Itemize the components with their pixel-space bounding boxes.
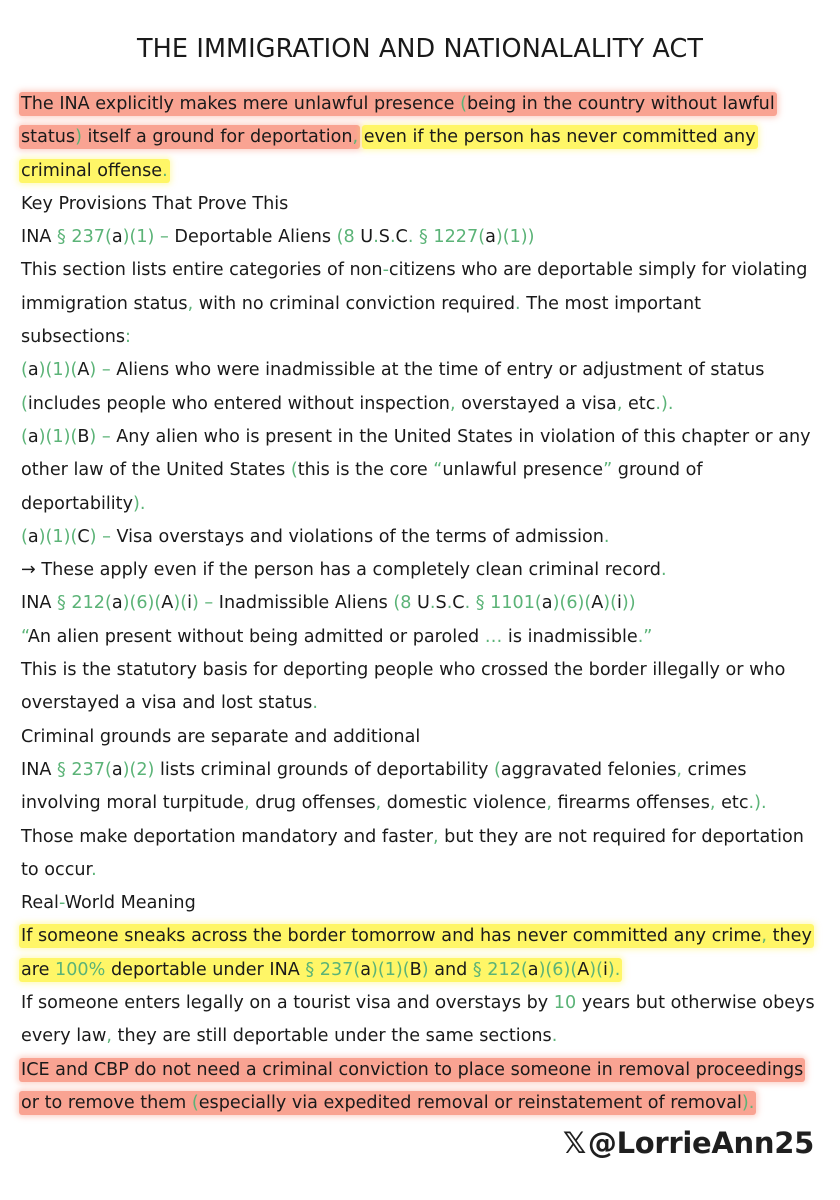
text-segment: . [91,859,97,880]
text-segment: deportable under INA [105,959,306,980]
text-segment: . [429,593,436,614]
text-segment: ). [741,1092,755,1113]
text-segment: “ [21,626,28,647]
text-segment: , [546,793,552,814]
text-segment: . [551,1026,558,1047]
text-line [21,454,821,487]
text-segment: If someone enters legally on a tourist visa and overstays by [21,993,554,1014]
text-line [21,288,821,321]
text-segment: . § 1227( [407,227,486,248]
text-line [21,821,821,854]
text-segment: a [27,526,39,547]
text-segment: .). [748,793,767,814]
text-segment: ( [21,360,28,381]
highlight-yellow [19,159,170,183]
text-segment: a [485,227,496,248]
text-segment: ICE and CBP do not need a criminal conviction to place someone in removal proceedings [21,1059,804,1080]
text-segment: § 237( [56,759,112,780]
text-segment: a [27,360,39,381]
text-line [21,421,821,454]
highlight-red [19,92,777,116]
text-segment: B [409,959,422,980]
text-segment: . [312,693,318,714]
text-line [21,488,821,521]
text-segment: S [435,593,447,614]
text-segment: a [541,593,553,614]
text-segment: , [244,793,250,814]
text-segment: Inadmissible Aliens [213,593,394,614]
text-segment: , [106,1026,112,1047]
text-segment: A [161,593,174,614]
document-body [21,88,821,1120]
text-segment: . [660,560,667,581]
text-segment: INA [21,759,57,780]
text-segment: , [449,393,456,414]
text-segment: is inadmissible [502,626,638,647]
text-segment: every law [21,1026,107,1047]
text-segment: unlawful presence [442,460,604,481]
text-segment: If someone sneaks across the border tomorrow and has never committed any crime [21,926,762,947]
text-segment: crimes [681,759,747,780]
text-segment: a [527,959,539,980]
text-segment: ( [191,1092,199,1113]
text-segment: they [766,926,812,947]
text-line [21,687,821,720]
text-segment: U [411,593,430,614]
author-watermark [563,1126,814,1160]
text-segment: B [77,426,90,447]
text-segment: . [162,160,168,181]
text-segment: or to remove them [21,1092,192,1113]
text-segment: ). [132,493,146,514]
text-line [21,188,821,221]
text-segment: § 237( [56,227,112,248]
text-segment: § 237( [305,959,361,980]
text-segment: ) – [89,426,111,447]
text-segment: , [761,926,767,947]
text-segment: years but otherwise obeys [576,993,815,1014]
text-segment: other law of the United States [21,460,291,481]
text-segment: are [21,959,56,980]
text-segment: (8 [393,593,412,614]
text-line [21,587,821,620]
text-segment: to occur [21,859,92,880]
text-segment: . [446,593,453,614]
text-segment: This is the statutory basis for deporting people who crossed the border illegally or who [21,660,786,681]
text-segment: The INA explicitly makes mere unlawful presence [21,94,461,114]
text-segment: → These apply even if the person has a completely clean criminal record [21,560,661,581]
text-segment: being in the country without lawful [466,94,775,114]
text-line [21,887,821,920]
text-segment: )( [603,593,618,614]
text-segment: )(1) – [122,227,169,248]
text-segment: Aliens who were inadmissible at the time of entry or adjustment of status [110,360,765,381]
text-segment: involving moral turpitude [21,793,245,814]
text-segment: criminal offense [21,160,163,181]
text-line [21,920,821,953]
text-segment: )(1)( [38,526,78,547]
text-line [21,155,821,188]
text-segment: INA [21,227,57,248]
text-line [21,121,821,154]
text-line [21,787,821,820]
text-segment: ( [21,526,28,547]
text-line [21,654,821,687]
text-segment: )(1)( [38,360,78,381]
highlight-red [19,1058,805,1082]
text-segment: . [373,227,379,248]
text-segment: S [378,227,390,248]
text-segment: ( [21,393,28,414]
text-segment: ) – [89,360,111,381]
text-segment: . § 1101( [464,593,542,614]
text-segment: Any alien who is present in the United States in violation of this chapter or any [110,426,811,447]
text-segment: citizens who are deportable simply for violating [388,260,808,281]
text-segment: aggravated felonies [500,759,677,780]
text-segment: . [515,293,521,314]
text-segment: C [395,227,408,248]
text-segment: )( [589,959,603,980]
document-title: THE IMMIGRATION AND NATIONALALITY ACT [136,34,704,64]
text-segment: subsections [21,327,126,348]
text-segment: U [354,227,374,248]
text-segment: . [389,227,396,248]
text-segment: ( [290,460,298,481]
text-line [21,321,821,354]
text-segment: ” [603,460,613,481]
text-segment: especially via expedited removal or reinstatement of removal [198,1092,742,1113]
text-segment: … [484,626,503,647]
text-segment: 10 [553,993,577,1014]
text-segment: - [382,260,389,281]
text-segment: immigration status [21,293,188,314]
text-segment: firearms offenses [551,793,710,814]
text-line [21,354,821,387]
text-segment: , [432,826,439,847]
text-segment: ( [493,759,501,780]
text-line [21,621,821,654]
text-segment: )( [173,593,188,614]
text-segment: etc [622,393,656,414]
text-segment: Visa overstays and violations of the terms of admission [110,526,604,547]
text-line [21,987,821,1020]
text-segment: An alien present without being admitted or paroled [27,626,485,647]
text-line [21,1087,821,1120]
text-segment: Real [21,893,59,914]
text-segment: , [676,759,682,780]
text-segment: ) [421,959,429,980]
text-segment: A [591,593,604,614]
text-segment: World Meaning [64,893,196,914]
text-segment: ). [607,959,621,980]
text-segment: )(1)( [38,426,78,447]
text-line [21,388,821,421]
text-segment: includes people who entered without inspection [27,393,450,414]
text-segment: , [187,293,194,314]
text-line [21,954,821,987]
text-line [21,854,821,887]
text-segment: )(6)( [538,959,578,980]
highlight-yellow [19,958,622,982]
highlight-yellow [19,924,814,948]
text-segment: )) [621,593,636,614]
text-segment: C [452,593,465,614]
text-line [21,754,821,787]
text-segment: with no criminal conviction required [193,293,516,314]
text-segment: ( [460,94,467,114]
text-segment: )(1)) [495,227,535,248]
text-segment: , [375,793,382,814]
text-segment: status [21,127,76,148]
text-segment: )(6)( [122,593,162,614]
text-segment: a [27,426,39,447]
text-segment: ) [75,127,82,148]
text-segment: Criminal grounds are separate and additional [21,726,421,747]
text-segment: lists criminal grounds of deportability [154,759,494,780]
text-line [21,554,821,587]
text-line [21,721,821,754]
text-segment: i [187,593,192,614]
text-segment: ) – [89,526,111,547]
text-segment: C [77,526,90,547]
text-segment: )(2) [122,759,155,780]
text-segment: even if the person has never committed any [363,127,756,148]
text-segment: itself a ground for deportation [81,127,353,148]
text-segment: “ [433,460,443,481]
text-segment: .” [637,626,653,647]
text-segment: ground of [612,460,703,481]
text-segment: they are still deportable under the same sections [111,1026,552,1047]
text-segment: This section lists entire categories of non [21,260,383,281]
text-segment: 100% [55,959,106,980]
text-line [21,88,821,121]
text-segment: . [603,526,610,547]
text-line [21,254,821,287]
text-segment: Deportable Aliens [168,227,337,248]
text-segment: (8 [336,227,355,248]
text-segment: § 212( [56,593,112,614]
text-segment: etc [715,793,749,814]
text-segment: a [111,593,123,614]
text-line [21,1020,821,1053]
text-line [21,1054,821,1087]
text-segment: A [577,959,590,980]
text-segment: , [709,793,716,814]
text-segment: a [360,959,372,980]
text-segment: § 212( [472,959,528,980]
text-segment: The most important [520,293,701,314]
text-segment: A [77,360,90,381]
text-segment: a [111,759,123,780]
text-segment: )(1)( [371,959,410,980]
text-line [21,221,821,254]
text-segment: , [616,393,623,414]
text-segment: INA [21,593,57,614]
author-handle: @LorrieAnn25 [587,1126,814,1160]
text-segment: ( [21,426,28,447]
text-segment: overstayed a visa and lost status [21,693,313,714]
text-segment: deportability [21,493,133,514]
text-segment: and [428,959,473,980]
text-segment: : [125,327,131,348]
text-segment: Key Provisions That Prove This [21,193,289,214]
text-segment: - [58,893,65,914]
text-segment: .). [655,393,674,414]
text-segment: drug offenses [249,793,376,814]
text-segment: domestic violence [381,793,547,814]
x-logo-icon: 𝕏 [562,1126,586,1160]
text-segment: Those make deportation mandatory and faster [21,826,433,847]
text-line [21,521,821,554]
highlight-red [19,125,360,149]
text-segment: , [352,127,359,148]
text-segment: overstayed a visa [455,393,617,414]
highlight-yellow [362,125,758,149]
text-segment: this is the core [297,460,434,481]
highlight-red [19,1091,756,1115]
text-segment: a [111,227,123,248]
text-segment: i [603,959,608,980]
text-segment: ) – [191,593,214,614]
text-segment: i [617,593,622,614]
text-segment: but they are not required for deportation [438,826,804,847]
text-segment: )(6)( [552,593,592,614]
